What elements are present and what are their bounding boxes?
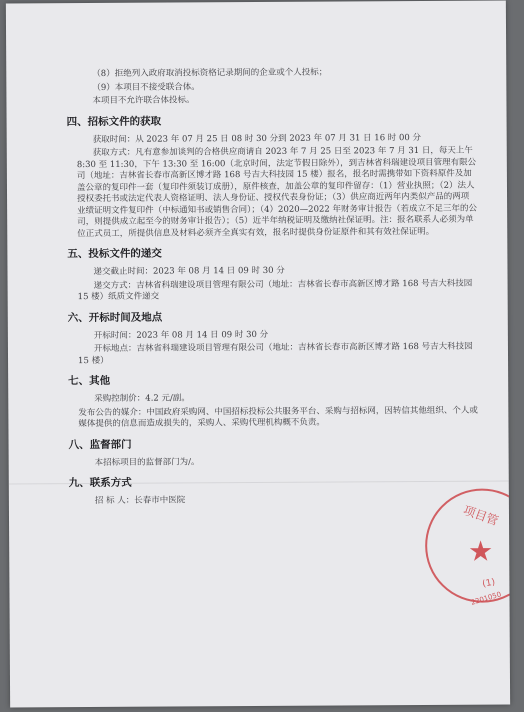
submit-deadline: 递交截止时间：2023 年 08 月 14 日 09 时 30 分 [93, 265, 285, 278]
consortium-note: 本项目不允许联合体投标。 [92, 95, 195, 107]
acquire-time: 获取时间：从 2023 年 07 月 25 日 08 时 30 分到 2023 年 07 月 31 日 16 时 00 分 [92, 132, 422, 145]
acquire-method: 获取方式：凡有意参加谈判的合格供应商请自 2023 年 7 月 25 日至 2023 年 7 月 31 日，每天上午 8:30 至 11:30，下午 13:30 至 16:00（北京时间，法定节假日除外），到吉林省科瑞建设项目管理有限公司（地址：吉林省长春市高新区博才路 168 号吉大科技园 15 楼）报名，报名时需携带如下资料原件及加盖公章的复印件一套（复印件须装订成册），原件核查，加盖公章的复印件留存：（1）营业执照；（2）法人授权委托书或法定代表人资格证明、法人身份证、授权代表身份证；（3）供应商近两年内类似产品的两项业绩证明文件复印件（中标通知书或销售合同）；（4）2020—2022 年财务审计报告（若成立不足三年的公司，则提供成立起至今的财务审计报告）；（5）近半年纳税证明及缴纳社保证明。注：报名联系人必须为单位正式员工，所提供信息及材料必须齐全真实有效，报名时提供身份证原件和其有效社保证明。 [76, 145, 478, 239]
opening-time: 开标时间：2023 年 08 月 14 日 09 时 30 分 [93, 329, 269, 341]
section-9-heading: 九、联系方式 [68, 476, 132, 490]
tenderer: 招 标 人：长春市中医院 [94, 495, 186, 506]
supervision-dept: 本招标项目的监督部门为/。 [94, 456, 200, 468]
seal-number: 2201050 [469, 590, 502, 607]
section-4-heading: 四、招标文件的获取 [66, 115, 162, 128]
section-8-heading: 八、监督部门 [68, 438, 132, 451]
document-body [66, 67, 479, 514]
document-page [6, 0, 510, 707]
section-5-heading: 五、投标文件的递交 [67, 247, 162, 261]
section-6-heading: 六、开标时间及地点 [67, 311, 163, 324]
seal-star-icon: ★ [467, 534, 494, 568]
seal-text-bottom: (1) [481, 577, 497, 590]
price-control: 采购控制价：4.2 元/副。 [94, 393, 190, 405]
opening-place: 开标地点：吉林省科瑞建设项目管理有限公司（地址：吉林省长春市高新区博才路 168 号吉大科技园 15 楼） [78, 341, 473, 366]
submit-method: 递交方式：吉林省科瑞建设项目管理有限公司（地址：吉林省长春市高新区博才路 168 号吉大科技园 15 楼）纸质文件递交 [77, 278, 473, 303]
item-9: （9）本项目不接受联合体。 [92, 81, 200, 93]
item-8: （8）拒绝列入政府取消投标资格记录期间的企业或个人投标； [92, 67, 328, 80]
section-7-heading: 七、其他 [68, 374, 111, 388]
publish-media: 发布公告的媒介：中国政府采购网、中国招标投标公共服务平台、采购与招标网，因转信其他组织、个人或媒体提供的信息而造成损失的，采购人、采购代理机构概不负责。 [78, 405, 478, 430]
seal-text-top: 项目管 [461, 502, 501, 529]
